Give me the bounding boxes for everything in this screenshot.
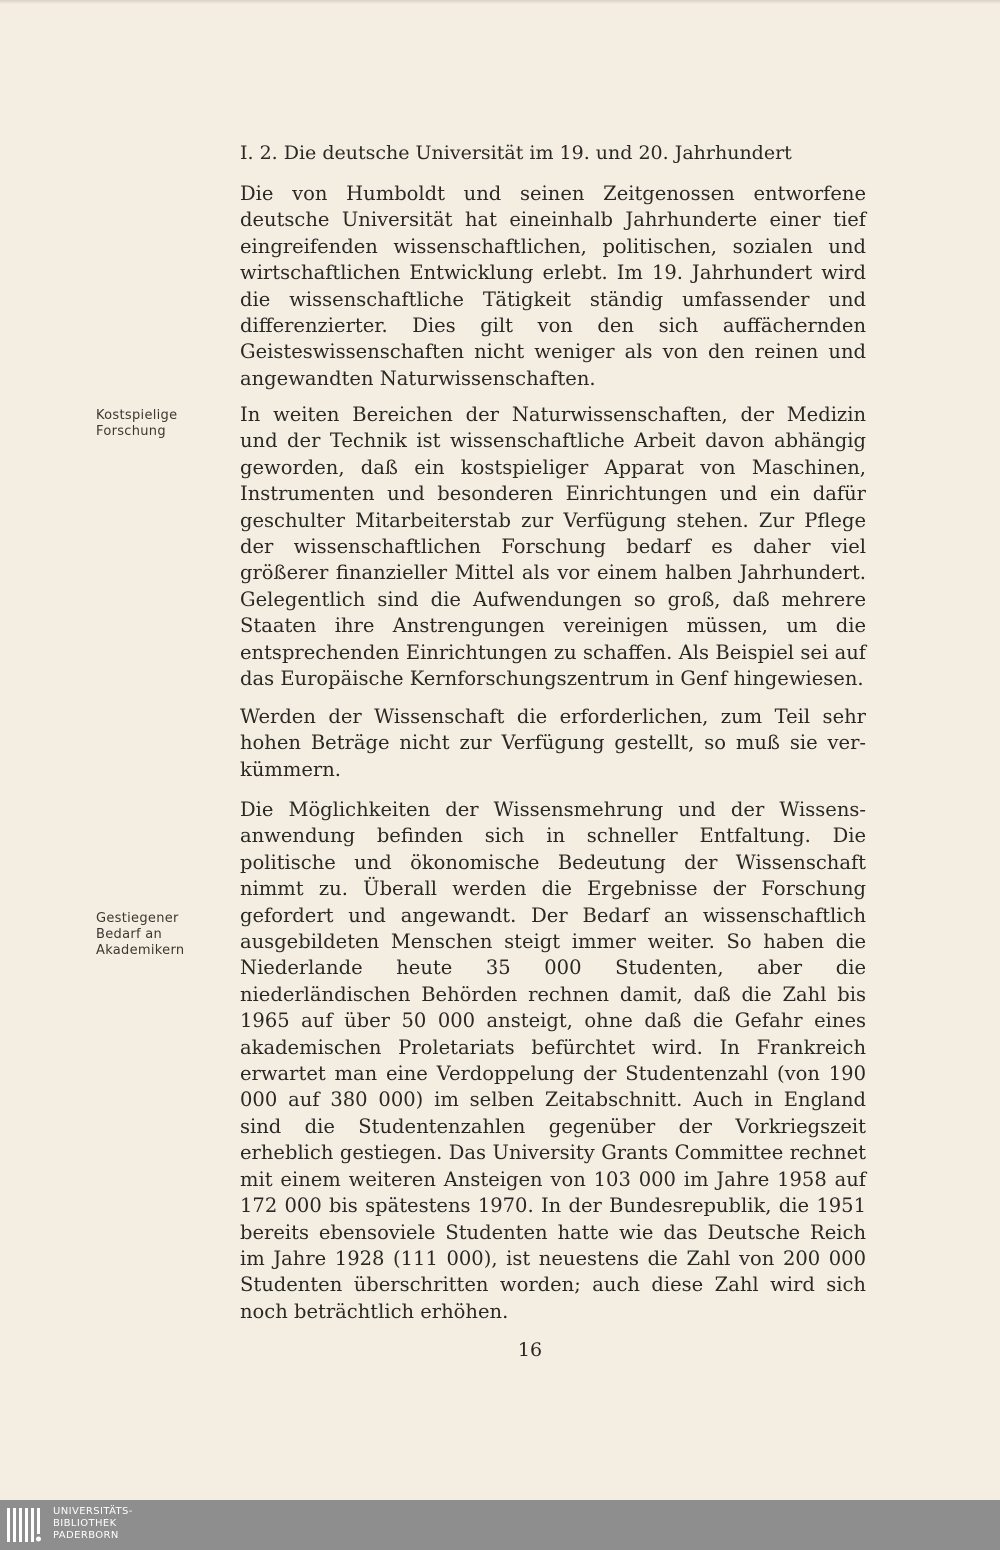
library-footer-bar bbox=[0, 1500, 1000, 1550]
library-logo-icon bbox=[6, 1505, 46, 1545]
library-name-line: PADERBORN bbox=[53, 1530, 119, 1541]
library-name-line: UNIVERSITÄTS- bbox=[53, 1506, 133, 1517]
library-name-line: BIBLIOTHEK bbox=[53, 1518, 117, 1529]
paragraph-demand-for-academics: Die Möglichkeiten der Wissensmehrung und der Wissensanwendung befinden sich in schneller Entfaltung. Die politische und ökonomische Bedeutung der Wissenschaft nimmt zu. Überall werden die Ergebnisse der Forschung gefordert und angewandt. Der Bedarf an wissenschaftlich ausgebildeten Menschen steigt immer weiter. So haben die Niederlande heute 35 000 Studenten, aber die niederländischen Behörden rechnen damit, daß die Zahl bis 1965 auf über 50 000 ansteigt, ohne daß die Gefahr eines akademischen Proletariats befürchtet wird. In Frankreich erwartet man eine Verdoppelung der Studentenzahl (von 190 000 auf 380 000) im selben Zeitabschnitt. Auch in England sind die Studentenzahlen gegenüber der Vorkriegszeit erheblich gestiegen. Das University Grants Committee rechnet mit einem weiteren Ansteigen von 103 000 im Jahre 1958 auf 172 000 bis spätestens 1970. In der Bundesrepublik, die 1951 bereits ebensoviele Studenten hatte wie das Deutsche Reich im Jahre 1928 (111 000), ist neuestens die Zahl von 200 000 Studenten überschritten worden; auch diese Zahl wird sich noch beträchtlich erhöhen. bbox=[240, 798, 866, 1323]
margin-note-line: Bedarf an bbox=[96, 927, 163, 942]
paragraph-costly-research: In weiten Bereichen der Naturwissenschaften, der Medizin und der Technik ist wissenschaftliche Arbeit davon abhängig geworden, daß ein kostspieliger Apparat von Maschinen, Instrumenten und besonderen Einrichtungen und ein dafür geschulter Mitarbeiterstab zur Verfügung stehen. Zur Pflege der wissenschaftlichen Forschung bedarf es daher viel größerer finanzieller Mittel als vor einem halben Jahrhundert. Gelegentlich sind die Aufwendungen so groß, daß mehrere Staaten ihre Anstrengungen vereinigen müssen, um die entsprechenden Einrichtungen zu schaffen. Als Beispiel sei auf das Europäische Kernforschungszentrum in Genf hingewiesen. bbox=[240, 403, 866, 691]
margin-note-gestiegener-bedarf bbox=[96, 911, 206, 959]
margin-note-line: Forschung bbox=[96, 424, 166, 439]
library-name bbox=[53, 1506, 133, 1542]
section-heading: I. 2. Die deutsche Universität im 19. und 20. Jahrhundert bbox=[240, 142, 792, 164]
page-number: 16 bbox=[517, 1339, 543, 1361]
page-top-edge bbox=[0, 0, 1000, 4]
margin-note-line: Kostspielige bbox=[96, 408, 178, 423]
paragraph-humboldt-university: Die von Humboldt und seinen Zeitgenossen entworfene deutsche Universität hat eineinhalb Jahrhunderte einer tief eingreifenden wissenschaftlichen, politischen, sozialen und wirtschaftlichen Entwicklung erlebt. Im 19. Jahrhundert wird die wissenschaftliche Tätigkeit ständig umfassender und differenzierter. Dies gilt von den sich auffächernden Geisteswissenschaften nicht weniger als von den reinen und angewandten Naturwissenschaften. bbox=[240, 182, 866, 390]
margin-note-line: Akademikern bbox=[96, 943, 185, 958]
margin-note-kostspielige-forschung bbox=[96, 408, 206, 440]
paragraph-funding-needed: Werden der Wissenschaft die erforderlichen, zum Teil sehr hohen Beträge nicht zur Verfügung gestellt, so muß sie verkümmern. bbox=[240, 705, 866, 781]
margin-note-line: Gestiegener bbox=[96, 911, 179, 926]
